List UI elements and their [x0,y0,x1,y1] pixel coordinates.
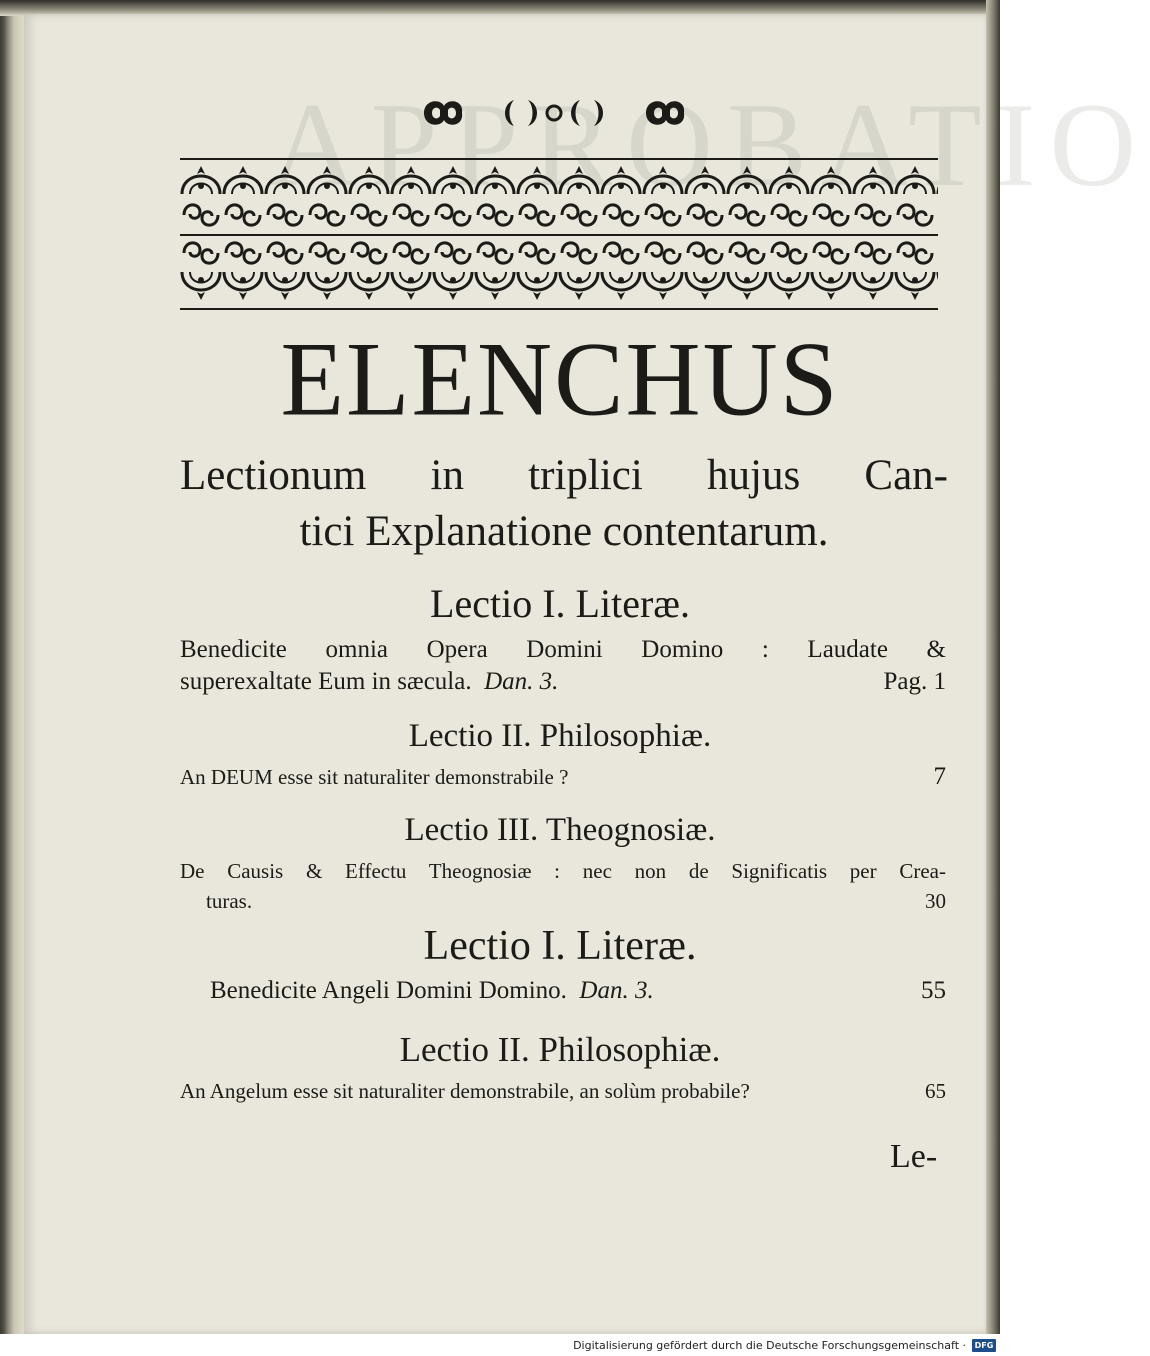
entry-line [180,762,946,792]
dfg-logo-icon: DFG [972,1339,996,1352]
section-heading: Lectio II. Philosophiæ. [399,1030,721,1069]
section-entry [180,974,946,1008]
entry-text: An DEUM esse sit naturaliter demonstrabile ? [180,765,569,789]
entry-text-with-ref [180,666,558,698]
section-entry [180,856,946,916]
entry-text: An Angelum esse sit naturaliter demonstrabile, an solùm probabile? [180,1079,750,1103]
subtitle-line: Lectionum in triplici hujus Can- [180,452,948,499]
entry-text: De Causis & Effectu Theognosiæ : nec non de Significatis per Crea- [180,859,946,883]
entry-text: Benedicite omnia Opera Domini Domino : Laudate & [180,636,946,663]
page-number: 55 [921,977,946,1004]
section-entry [180,634,946,698]
section-heading: Lectio I. Literæ. [430,581,690,626]
digitization-footer [0,1334,1000,1356]
entry-text: superexaltate Eum in sæcula. [180,668,472,695]
entry-line [180,666,946,698]
page-number: Pag. 1 [883,668,946,695]
subtitle-line: tici Explanatione contentarum. [299,508,829,555]
page-edge-right [986,0,1000,1334]
top-ornament [418,92,690,134]
page-title: ELENCHUS [280,320,840,439]
scripture-reference: Dan. 3. [579,977,654,1004]
entry-text-with-ref [180,974,654,1008]
section-heading: Lectio II. Philosophiæ. [408,718,712,754]
page-number: 30 [925,889,946,913]
section-heading: Lectio III. Theognosiæ. [404,812,716,848]
scripture-reference: Dan. 3. [484,668,559,695]
section-entry [180,1076,946,1106]
page-subtitle [180,448,948,560]
entry-line [180,886,946,916]
entry-text: Benedicite Angeli Domini Domino. [210,977,567,1004]
footer-credit: Digitalisierung gefördert durch die Deutsche Forschungsgemeinschaft · [573,1338,966,1352]
entry-text: turas. [206,889,253,913]
section-entry [180,762,946,792]
entry-line [180,1076,946,1106]
page-number: 7 [933,763,946,790]
section-heading: Lectio I. Literæ. [423,923,697,969]
entry-line [180,856,946,886]
entry-line [180,634,946,666]
fleuron-ornament-icon [418,92,690,134]
page-number: 65 [925,1079,946,1103]
entry-line [180,974,946,1008]
decorative-headpiece-band [180,158,938,310]
catchword: Le- [890,1138,938,1175]
